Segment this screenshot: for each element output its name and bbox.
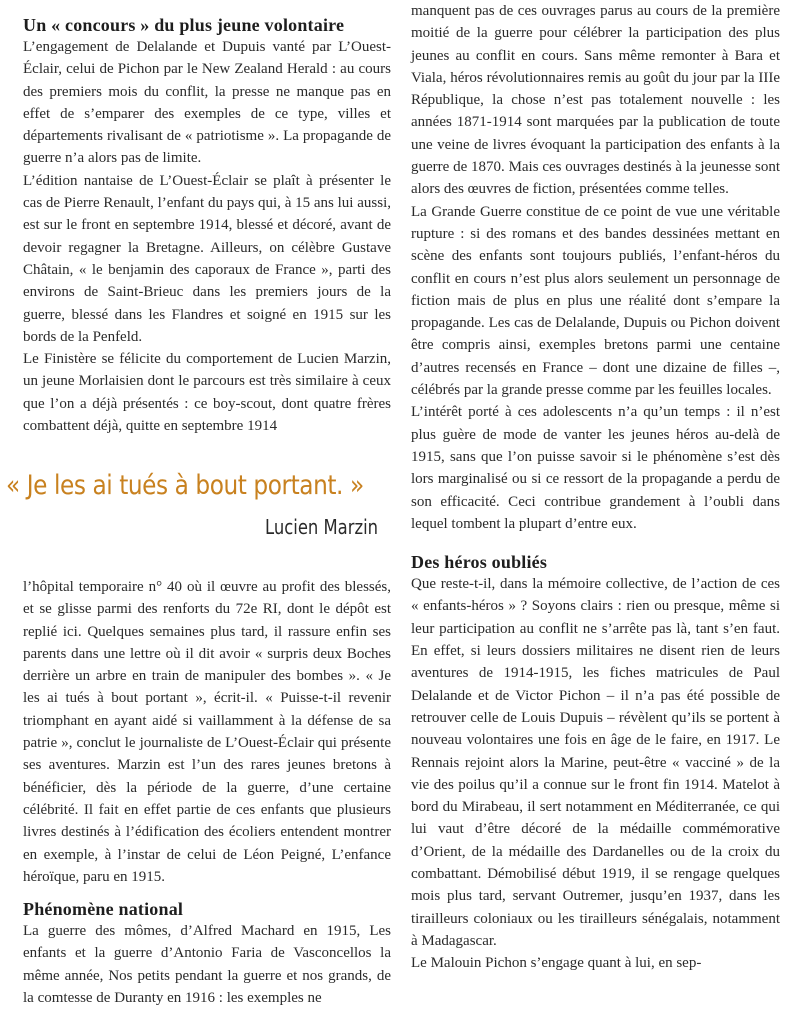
paragraph: Le Finistère se félicite du comportement de Lucien Marzin, un jeune Morlaisien dont le parcours est très similaire à ceux que l’on a déjà présentés : ce boy-scout, dont quatre frères combattent déjà, quitte en septembre 1914	[23, 351, 391, 435]
section-heading-concours: Un « concours » du plus jeune volontaire	[23, 15, 345, 35]
paragraph: L’intérêt porté à ces adolescents n’a qu’un temps : il n’est plus guère de mode de vanter les jeunes héros au-delà de 1915, sans que l’on puisse savoir si le phénomène s’est dès lors marginalisé ou si ce ressort de la propagande a perdu de son efficacité. Ceci contribue grandement à l’oubli dans lequel tombent la plupart d’entre eux.	[411, 404, 780, 532]
left-column-lower	[23, 576, 391, 1009]
section-heading-phenomene: Phénomène national	[23, 899, 184, 920]
left-column	[23, 0, 391, 437]
pull-quote: « Je les ai tués à bout portant. »	[6, 470, 364, 501]
paragraph: La Grande Guerre constitue de ce point de vue une véritable rupture : si des romans et des bandes dessinées mettant en scène des enfants sont toujours publiés, l’enfant-héros du conflit en cours n’est plus alors seulement un personnage de fiction mais de plus en plus une réalité dont s’empare la propagande. Les cas de Delalande, Dupuis ou Pichon doivent être compris ainsi, exemples bretons parmi une centaine d’autres recensés en France – dont une dizaine de filles –, célébrés par la grande presse comme par les feuilles locales.	[411, 203, 780, 399]
paragraph: manquent pas de ces ouvrages parus au cours de la première moitié de la guerre pour célébrer la participation des plus jeunes au conflit en cours. Sans même remonter à Bara et Viala, héros révolutionnaires remis au goût du jour par la IIIe République, la chose n’est pas totalement nouvelle : les années 1871-1914 sont marquées par la publication de toute une veine de livres évoquant la participation des enfants à la guerre de 1870. Mais ces ouvrages destinés à la jeunesse sont alors des œuvres de fiction, présentées comme telles.	[411, 3, 780, 198]
paragraph: l’hôpital temporaire n° 40 où il œuvre au profit des blessés, et se glisse parmi des renforts du 72e RI, dont le dépôt est replié ici. Quelques semaines plus tard, il rassure enfin ses parents dans une lettre où il dit avoir « surpris deux Boches derrière un arbre en train de manipuler des bombes ». « Je les ai tués à bout portant », écrit-il. « Puisse-t-il revenir triomphant en ayant aidé si vaillamment à la défense de sa patrie », conclut le journaliste de L’Ouest-Éclair qui présente ses aventures. Marzin est l’un des rares jeunes bretons à bénéficier, dès la période de la guerre, d’une certaine célébrité. Il fait en effet partie de ces enfants que plusieurs livres destinés à l’édification des écoliers entendent montrer en exemple, à l’instar de celui de Léon Peigné, L’enfance héroïque, paru en 1915.	[23, 579, 391, 885]
paragraph: L’édition nantaise de L’Ouest-Éclair se plaît à présenter le cas de Pierre Renault, l’enfant du pays qui, à 15 ans lui aussi, est sur le front en septembre 1914, blessé et décoré, avant de devoir regagner la Bretagne. Ailleurs, on célèbre Gustave Châtain, « le benjamin des caporaux de France », parti des environs de Saint-Brieuc dans les premiers jours de la guerre, blessé dans les Flandres et soigné en 1915 sur les bords de la Penfeld.	[23, 172, 391, 345]
pull-quote-author: Lucien Marzin	[265, 515, 379, 539]
section-heading-heros-oublies: Des héros oubliés	[411, 552, 548, 573]
right-column	[411, 0, 780, 974]
paragraph: La guerre des mômes, d’Alfred Machard en 1915, Les enfants et la guerre d’Antonio Faria de Vasconcellos la même année, Nos petits pendant la guerre et nos grands, de la comtesse de Duranty en 1916 : les exemples ne	[23, 923, 391, 1007]
paragraph: Que reste-t-il, dans la mémoire collective, de l’action de ces « enfants-héros » ? Soyons clairs : rien ou presque, même si leur participation au conflit ne s’arrête pas là, tant s’en faut. En effet, si leurs dossiers militaires ne disent rien de leurs aventures de 1914-1915, les fiches matricules de Paul Delalande et de Victor Pichon – il n’a pas été possible de retrouver celle de Louis Dupuis – révèlent qu’ils se portent à nouveau volontaires une fois en âge de le faire, en 1917. Le Rennais rejoint alors la Marine, peut-être « vacciné » de la vie des poilus qu’il a connue sur le front fin 1914. Matelot à bord du Mirabeau, il sert notamment en Méditerranée, ce qui lui vaut d’être décoré de la médaille commémorative d’Orient, de la médaille des Dardanelles ou de la croix du combattant. Démobilisé début 1919, il se rengage quelques mois plus tard, servant Outremer, jusqu’en 1937, dans les tirailleurs coloniaux ou les tirailleurs sénégalais, notamment à Madagascar.	[411, 576, 780, 949]
paragraph: Le Malouin Pichon s’engage quant à lui, en sep-	[411, 955, 702, 972]
paragraph: L’engagement de Delalande et Dupuis vanté par L’Ouest-Éclair, celui de Pichon par le New Zealand Herald : au cours des premiers mois du conflit, la presse ne manque pas en effet de s’emparer des exemples de ce type, villes et départements rivalisant de « patriotisme ». La propagande de guerre n’a alors pas de limite.	[23, 39, 391, 167]
